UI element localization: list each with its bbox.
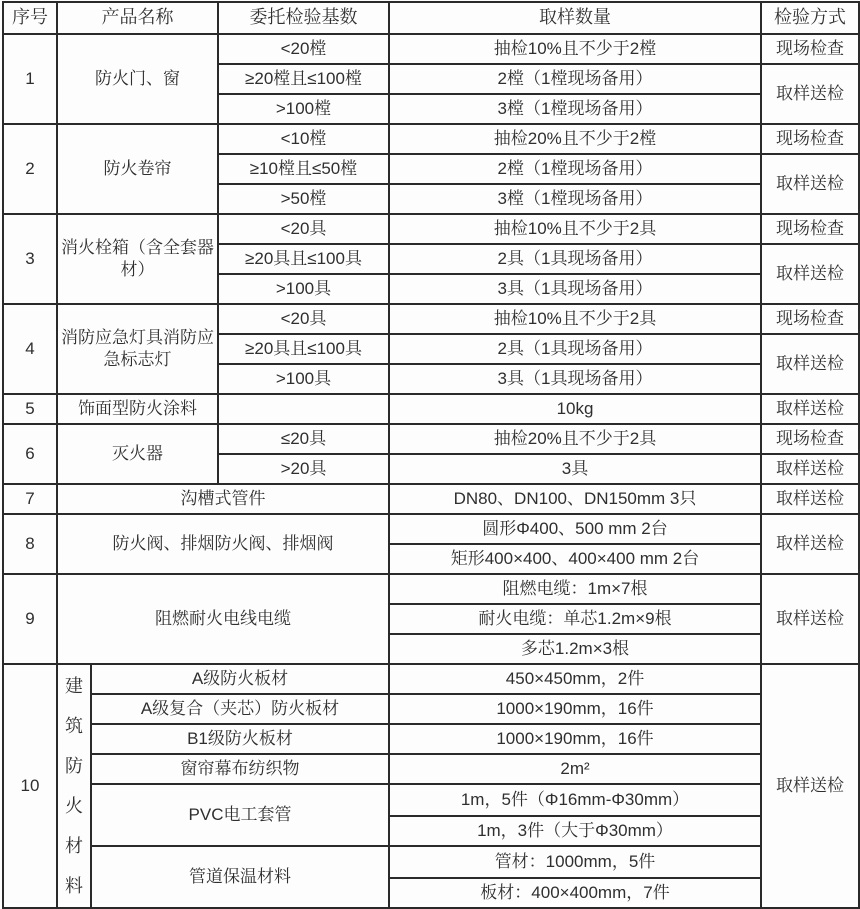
product-cell: 饰面型防火涂料 xyxy=(57,394,218,424)
sample-cell: 1000×190mm，16件 xyxy=(389,694,761,724)
sample-cell: 3樘（1樘现场备用） xyxy=(389,94,761,124)
product-cell: 阻燃耐火电线电缆 xyxy=(57,574,389,664)
sample-cell: 10kg xyxy=(389,394,761,424)
table-row xyxy=(3,694,859,724)
sample-cell: 抽检20%且不少于2具 xyxy=(389,424,761,454)
category-vertical-text: 建筑防火材料 xyxy=(65,676,83,896)
table-row xyxy=(3,784,859,816)
base-empty-cell xyxy=(218,394,389,424)
subproduct-cell: PVC电工套管 xyxy=(91,784,389,846)
header-method: 检验方式 xyxy=(761,2,859,34)
sample-cell: 2樘（1樘现场备用） xyxy=(389,64,761,94)
table-row xyxy=(3,574,859,604)
method-cell: 现场检查 xyxy=(761,214,859,244)
header-seq: 序号 xyxy=(3,2,57,34)
method-cell: 取样送检 xyxy=(761,484,859,514)
method-cell: 取样送检 xyxy=(761,244,859,304)
sample-cell: 多芯1.2m×3根 xyxy=(389,634,761,664)
product-cell: 消防应急灯具消防应急标志灯 xyxy=(57,304,218,394)
method-cell: 取样送检 xyxy=(761,394,859,424)
table-row xyxy=(3,514,859,544)
base-cell: ≥20樘且≤100樘 xyxy=(218,64,389,94)
base-cell: <20具 xyxy=(218,214,389,244)
header-base: 委托检验基数 xyxy=(218,2,389,34)
sample-cell: 1m，5件（Φ16mm-Φ30mm） xyxy=(389,784,761,816)
subproduct-cell: 管道保温材料 xyxy=(91,846,389,908)
base-cell: >100具 xyxy=(218,274,389,304)
base-cell: <20樘 xyxy=(218,34,389,64)
method-cell: 现场检查 xyxy=(761,424,859,454)
base-cell: <20具 xyxy=(218,304,389,334)
seq-cell: 9 xyxy=(3,574,57,664)
sample-cell: 2樘（1樘现场备用） xyxy=(389,154,761,184)
seq-cell: 5 xyxy=(3,394,57,424)
category-vertical-cell xyxy=(57,664,91,908)
method-cell: 现场检查 xyxy=(761,304,859,334)
sample-cell: 抽检10%且不少于2具 xyxy=(389,304,761,334)
sample-cell: 3具（1具现场备用） xyxy=(389,364,761,394)
method-cell: 取样送检 xyxy=(761,454,859,484)
method-cell: 取样送检 xyxy=(761,334,859,394)
header-product: 产品名称 xyxy=(57,2,218,34)
header-row xyxy=(3,2,859,34)
sample-cell: 2m² xyxy=(389,754,761,784)
sample-cell: 3具 xyxy=(389,454,761,484)
sample-cell: 1m，3件（大于Φ30mm） xyxy=(389,816,761,846)
sample-cell: 2具（1具现场备用） xyxy=(389,334,761,364)
base-cell: ≥20具且≤100具 xyxy=(218,334,389,364)
table-row xyxy=(3,664,859,694)
method-cell: 取样送检 xyxy=(761,514,859,574)
inspection-sampling-table xyxy=(2,1,860,909)
table-row xyxy=(3,424,859,454)
table-row xyxy=(3,304,859,334)
seq-cell: 1 xyxy=(3,34,57,124)
table-row xyxy=(3,394,859,424)
sample-cell: 阻燃电缆：1m×7根 xyxy=(389,574,761,604)
subproduct-cell: A级复合（夹芯）防火板材 xyxy=(91,694,389,724)
table-row xyxy=(3,124,859,154)
product-cell: 防火卷帘 xyxy=(57,124,218,214)
sample-cell: 1000×190mm，16件 xyxy=(389,724,761,754)
product-cell: 灭火器 xyxy=(57,424,218,484)
table-row xyxy=(3,724,859,754)
product-cell: 沟槽式管件 xyxy=(57,484,389,514)
sample-cell: 耐火电缆：单芯1.2m×9根 xyxy=(389,604,761,634)
base-cell: <10樘 xyxy=(218,124,389,154)
sample-cell: 抽检10%且不少于2樘 xyxy=(389,34,761,64)
sample-cell: 板材：400×400mm，7件 xyxy=(389,878,761,908)
product-cell: 消火栓箱（含全套器材） xyxy=(57,214,218,304)
sample-cell: 管材：1000mm，5件 xyxy=(389,846,761,878)
seq-cell: 10 xyxy=(3,664,57,908)
product-cell: 防火门、窗 xyxy=(57,34,218,124)
method-cell: 取样送检 xyxy=(761,574,859,664)
table-row xyxy=(3,484,859,514)
sample-cell: 3樘（1樘现场备用） xyxy=(389,184,761,214)
method-cell: 取样送检 xyxy=(761,154,859,214)
method-cell: 取样送检 xyxy=(761,664,859,908)
seq-cell: 6 xyxy=(3,424,57,484)
base-cell: ≥20具且≤100具 xyxy=(218,244,389,274)
base-cell: >100樘 xyxy=(218,94,389,124)
base-cell: ≤20具 xyxy=(218,424,389,454)
seq-cell: 8 xyxy=(3,514,57,574)
header-sample: 取样数量 xyxy=(389,2,761,34)
subproduct-cell: 窗帘幕布纺织物 xyxy=(91,754,389,784)
seq-cell: 2 xyxy=(3,124,57,214)
table-row xyxy=(3,846,859,878)
subproduct-cell: B1级防火板材 xyxy=(91,724,389,754)
sample-cell: 2具（1具现场备用） xyxy=(389,244,761,274)
seq-cell: 3 xyxy=(3,214,57,304)
subproduct-cell: A级防火板材 xyxy=(91,664,389,694)
sample-cell: 3具（1具现场备用） xyxy=(389,274,761,304)
table-row xyxy=(3,214,859,244)
sample-cell: 抽检20%且不少于2樘 xyxy=(389,124,761,154)
sample-cell: 450×450mm，2件 xyxy=(389,664,761,694)
method-cell: 现场检查 xyxy=(761,34,859,64)
sample-cell: 圆形Φ400、500 mm 2台 xyxy=(389,514,761,544)
sample-cell: 抽检10%且不少于2具 xyxy=(389,214,761,244)
seq-cell: 7 xyxy=(3,484,57,514)
seq-cell: 4 xyxy=(3,304,57,394)
method-cell: 取样送检 xyxy=(761,64,859,124)
table-row xyxy=(3,34,859,64)
base-cell: >50樘 xyxy=(218,184,389,214)
sample-cell: DN80、DN100、DN150mm 3只 xyxy=(389,484,761,514)
table-row xyxy=(3,754,859,784)
base-cell: ≥10樘且≤50樘 xyxy=(218,154,389,184)
base-cell: >20具 xyxy=(218,454,389,484)
sample-cell: 矩形400×400、400×400 mm 2台 xyxy=(389,544,761,574)
product-cell: 防火阀、排烟防火阀、排烟阀 xyxy=(57,514,389,574)
base-cell: >100具 xyxy=(218,364,389,394)
method-cell: 现场检查 xyxy=(761,124,859,154)
